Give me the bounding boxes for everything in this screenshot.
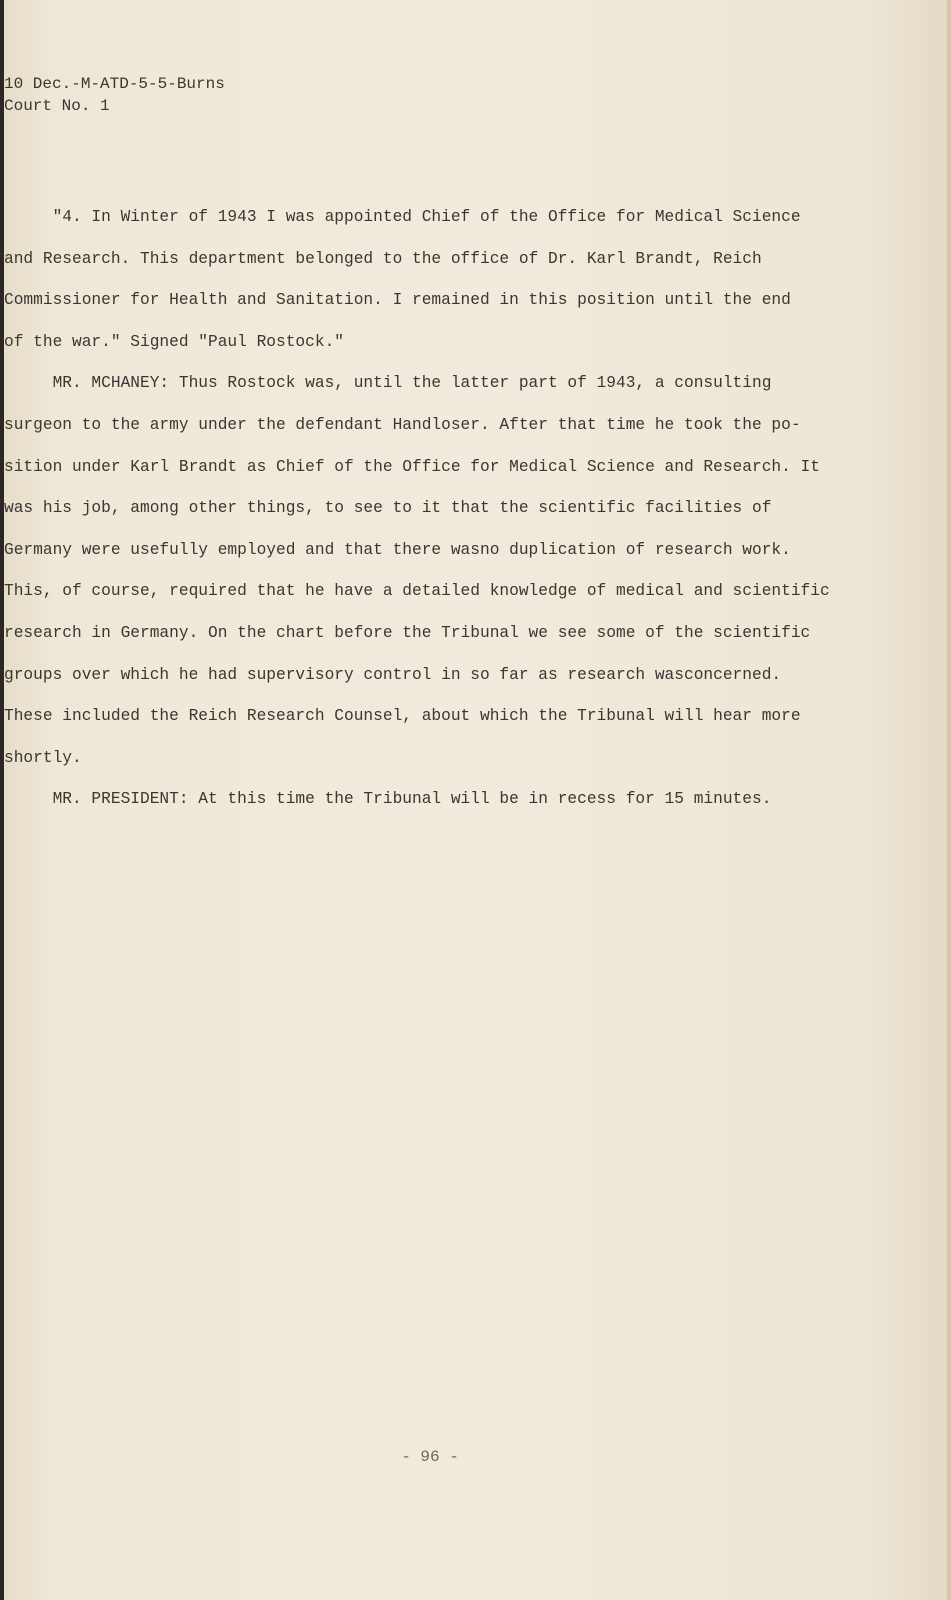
page-right-edge <box>947 0 951 1600</box>
text-line: This, of course, required that he have a detailed knowledge of medical and scientific <box>4 582 830 601</box>
text-line: research in Germany. On the chart before the Tribunal we see some of the scientific <box>4 623 811 642</box>
text-line: MR. PRESIDENT: At this time the Tribunal will be in recess for 15 minutes. <box>4 790 772 809</box>
page-number: - 96 - <box>401 1448 459 1466</box>
header-line-1: 10 Dec.-M-ATD-5-5-Burns <box>4 75 225 93</box>
text-line: "4. In Winter of 1943 I was appointed Chief of the Office for Medical Science <box>4 208 801 226</box>
text-line: sition under Karl Brandt as Chief of the Office for Medical Science and Research. It <box>4 457 820 476</box>
document-header <box>4 73 225 117</box>
text-line: groups over which he had supervisory control in so far as research wasconcerned. <box>4 665 782 684</box>
text-line: MR. MCHANEY: Thus Rostock was, until the latter part of 1943, a consulting <box>4 374 772 393</box>
text-line: These included the Reich Research Counsel, about which the Tribunal will hear more <box>4 707 801 726</box>
text-line: shortly. <box>4 748 82 767</box>
transcript-body <box>4 197 884 821</box>
text-line: was his job, among other things, to see to it that the scientific facilities of <box>4 499 772 518</box>
text-line: Commissioner for Health and Sanitation. I remained in this position until the end <box>4 291 791 310</box>
text-line: surgeon to the army under the defendant Handloser. After that time he took the po- <box>4 415 801 434</box>
text-line: of the war." Signed "Paul Rostock." <box>4 332 344 351</box>
text-line: and Research. This department belonged to the office of Dr. Karl Brandt, Reich <box>4 249 762 268</box>
text-line: Germany were usefully employed and that there wasno duplication of research work. <box>4 540 791 559</box>
header-line-2: Court No. 1 <box>4 97 110 115</box>
